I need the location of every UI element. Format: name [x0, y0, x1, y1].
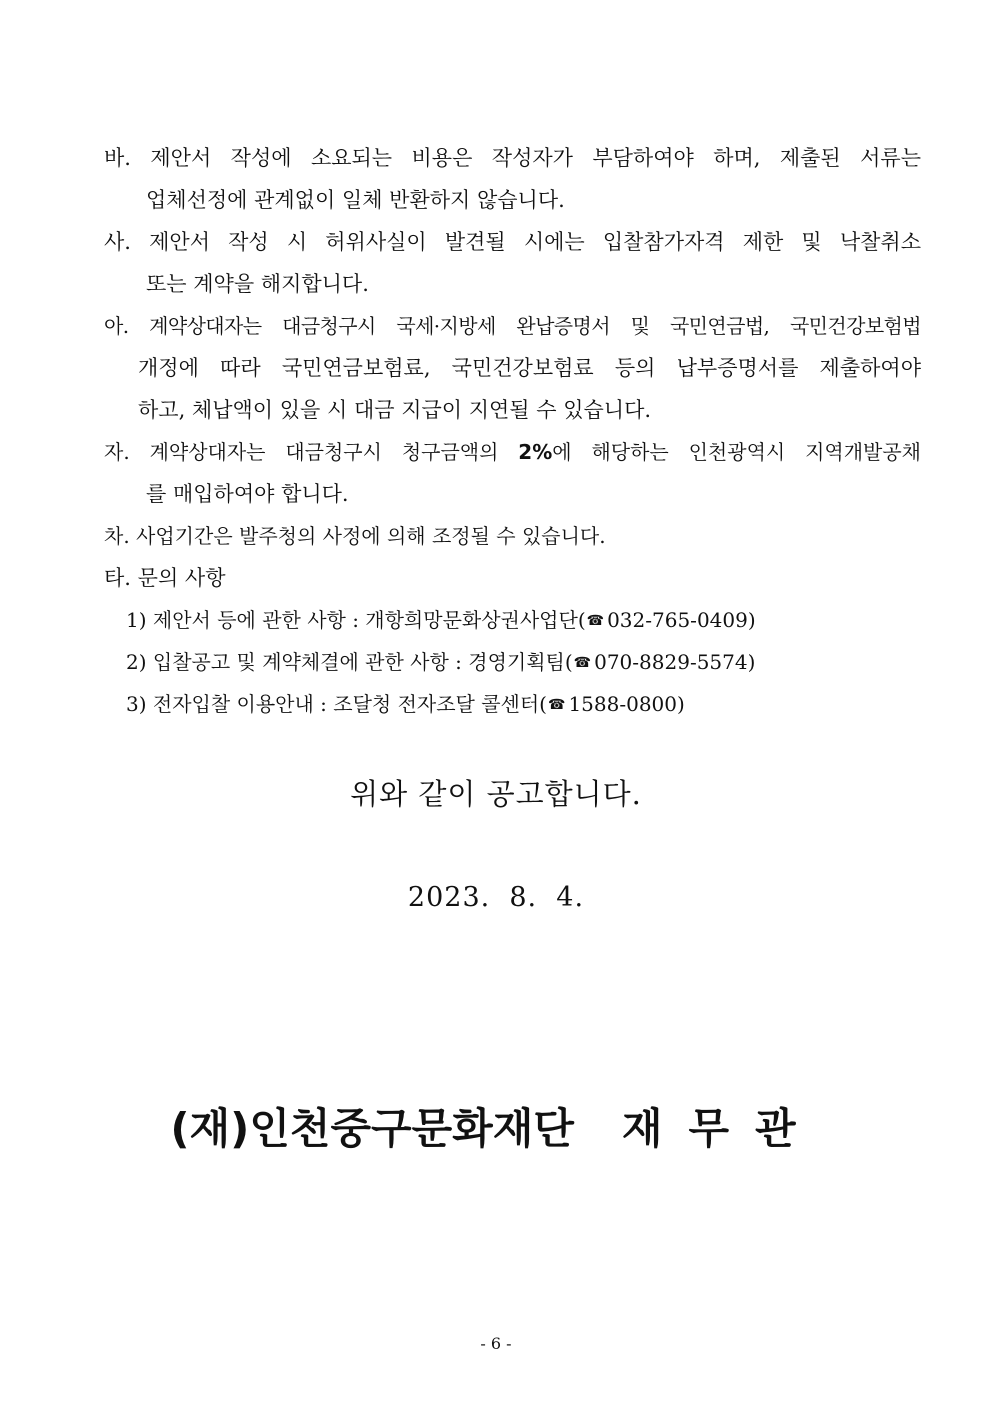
issuer-title: 재무관	[621, 1104, 822, 1153]
item-ja-line2: 를 매입하여야 합니다.	[146, 482, 349, 506]
item-ja-text-post: 에 해당하는 인천광역시 지역개발공채	[552, 440, 921, 464]
page-number: - 6 -	[480, 1334, 512, 1353]
contact-topic: 입찰공고 및 계약체결에 관한 사항 : 경영기획팀(	[152, 650, 573, 674]
contact-phone: 070-8829-5574)	[594, 650, 756, 674]
phone-icon: ☎	[547, 697, 566, 713]
item-ja-marker: 자.	[104, 440, 130, 464]
item-cha-line1	[104, 521, 606, 551]
announcement-date: 2023. 8. 4.	[407, 882, 585, 913]
contact-phone: 032-765-0409)	[607, 608, 756, 632]
contact-item	[126, 647, 755, 678]
item-ja-percent: 2%	[518, 440, 553, 464]
item-cha-marker: 차.	[104, 524, 130, 548]
item-sa-marker: 사.	[104, 230, 131, 254]
item-a-line3: 하고, 체납액이 있을 시 대금 지급이 지연될 수 있습니다.	[138, 398, 652, 422]
contact-phone: 1588-0800)	[568, 692, 685, 716]
item-a-marker: 아.	[104, 314, 129, 338]
item-ja-line1	[104, 437, 921, 467]
item-ta-text: 문의 사항	[137, 566, 226, 590]
phone-icon: ☎	[573, 655, 592, 671]
contact-number: 3)	[126, 692, 147, 716]
contact-number: 2)	[126, 650, 147, 674]
item-ta-line1	[104, 563, 225, 593]
item-ba-line1	[104, 143, 921, 173]
contact-number: 1)	[126, 608, 147, 632]
item-ba-line2: 업체선정에 관계없이 일체 반환하지 않습니다.	[146, 188, 565, 212]
item-a-line2: 개정에 따라 국민연금보험료, 국민건강보험료 등의 납부증명서를 제출하여야	[138, 356, 921, 380]
contact-item	[126, 689, 685, 720]
item-ba-marker: 바.	[104, 146, 131, 170]
item-ta-marker: 타.	[104, 566, 131, 590]
item-ba-text: 제안서 작성에 소요되는 비용은 작성자가 부담하여야 하며, 제출된 서류는	[150, 146, 921, 170]
item-cha-text: 사업기간은 발주청의 사정에 의해 조정될 수 있습니다.	[136, 524, 606, 548]
item-a-text: 계약상대자는 대금청구시 국세·지방세 완납증명서 및 국민연금법, 국민건강보험법	[149, 314, 921, 338]
issuer-org: (재)인천중구문화재단	[170, 1104, 574, 1153]
item-sa-line2: 또는 계약을 해지합니다.	[146, 272, 369, 296]
item-sa-line1	[104, 227, 921, 257]
contact-topic: 전자입찰 이용안내 : 조달청 전자조달 콜센터(	[152, 692, 547, 716]
closing-statement: 위와 같이 공고합니다.	[350, 777, 642, 811]
item-ja-text-pre: 계약상대자는 대금청구시 청구금액의	[149, 440, 499, 464]
item-sa-text: 제안서 작성 시 허위사실이 발견될 시에는 입찰참가자격 제한 및 낙찰취소	[149, 230, 921, 254]
contact-topic: 제안서 등에 관한 사항 : 개항희망문화상권사업단(	[152, 608, 586, 632]
contact-item	[126, 605, 756, 636]
issuer-signature	[0, 1096, 992, 1156]
item-a-line1	[104, 311, 921, 341]
phone-icon: ☎	[586, 613, 605, 629]
